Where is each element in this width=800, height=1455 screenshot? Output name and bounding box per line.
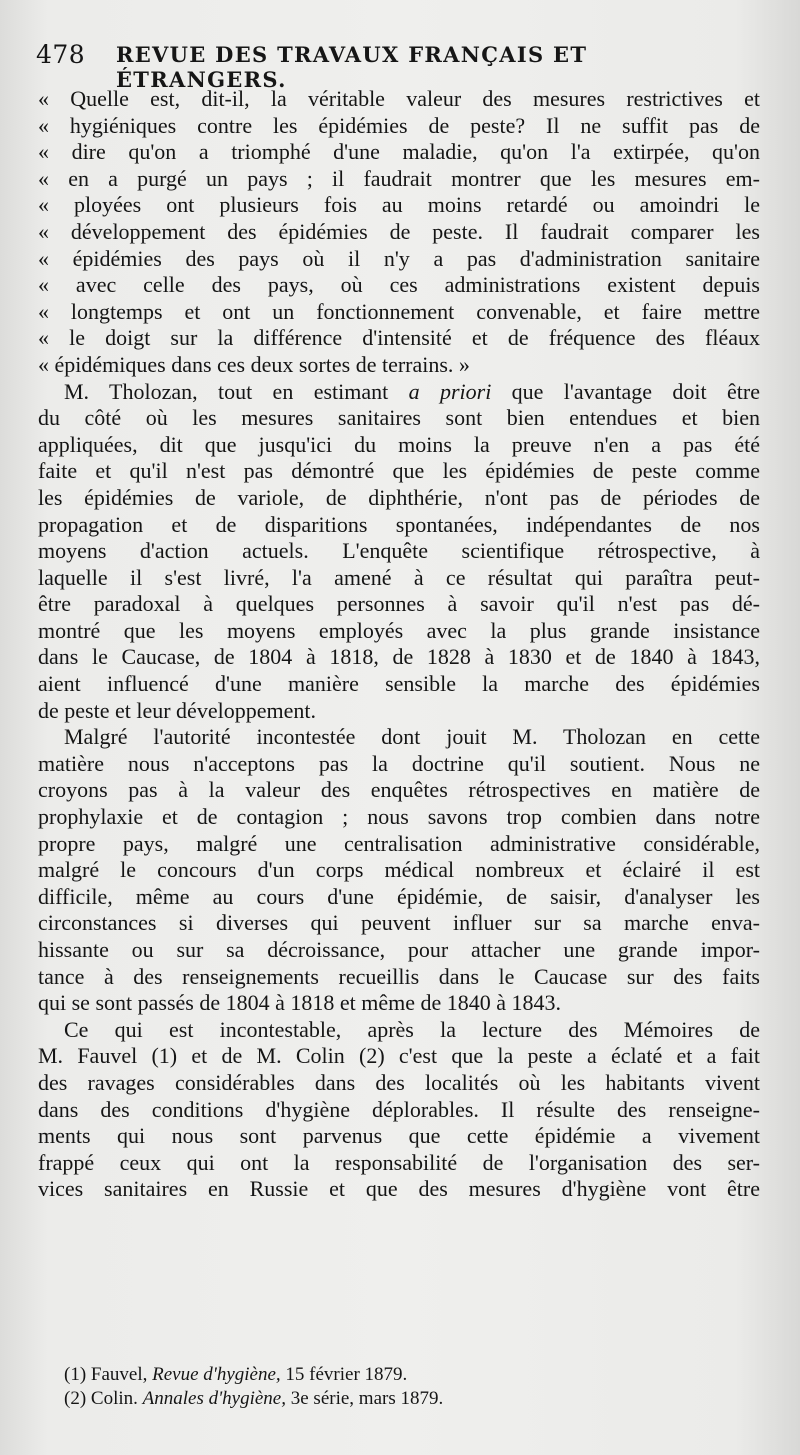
text-line: « hygiéniques contre les épidémies de peste? Il ne suffit pas de (38, 112, 760, 138)
text-line: malgré le concours d'un corps médical nombreux et éclairé il est (38, 857, 760, 883)
text-line: circonstances si diverses qui peuvent influer sur sa marche enva- (38, 910, 760, 936)
text-line: des ravages considérables dans des localités où les habitants vivent (38, 1069, 760, 1095)
text-line: « épidémies des pays où il n'y a pas d'administration sanitaire (38, 245, 760, 271)
footnotes (64, 1363, 764, 1411)
text-line: « en a purgé un pays ; il faudrait montrer que les mesures em- (38, 165, 760, 191)
text-line: Ce qui est incontestable, après la lecture des Mémoires de (64, 1016, 760, 1042)
text-line: hissante ou sur sa décroissance, pour attacher une grande impor- (38, 937, 760, 962)
footnote-details: 15 février 1879. (285, 1364, 408, 1385)
italic-phrase: a priori (408, 378, 492, 404)
text-line: laquelle il s'est livré, l'a amené à ce résultat qui paraîtra peut- (38, 564, 760, 590)
text-line: « développement des épidémies de peste. Il faudrait comparer les (38, 218, 760, 244)
text-line: « longtemps et ont un fonctionnement convenable, et faire mettre (38, 298, 760, 324)
text-line: aient influencé d'une manière sensible la marche des épidémies (38, 671, 760, 697)
page-header (36, 38, 756, 92)
paragraph-tholozan (38, 379, 760, 725)
footnote-1 (64, 1363, 764, 1387)
text-line: « Quelle est, dit-il, la véritable valeur des mesures restrictives et (38, 86, 760, 111)
running-title: REVUE DES TRAVAUX FRANÇAIS ET ÉTRANGERS. (116, 42, 588, 92)
text-line: prophylaxie et de contagion ; nous savons trop combien dans notre (38, 804, 760, 830)
text-line: dans des conditions d'hygiène déplorables. Il résulte des renseigne- (38, 1096, 760, 1122)
paragraph-quote (38, 86, 760, 379)
text-line: propagation et de disparitions spontanées, indépendantes de nos (38, 511, 760, 537)
text-line: « avec celle des pays, où ces administrations existent depuis (38, 272, 760, 298)
text-line: difficile, même au cours d'une épidémie, de saisir, d'analyser les (38, 883, 760, 909)
text-line: qui se sont passés de 1804 à 1818 et même de 1840 à 1843. (38, 990, 562, 1016)
text-line: vices sanitaires en Russie et que des mesures d'hygiène vont être (38, 1176, 760, 1202)
text-line: moyens d'action actuels. L'enquête scientifique rétrospective, à (38, 538, 760, 564)
text-line: Malgré l'autorité incontestée dont jouit M. Tholozan en cette (64, 724, 760, 750)
text-line: faite et qu'il n'est pas démontré que les épidémies de peste comme (38, 458, 760, 484)
text-line: appliquées, dit que jusqu'ici du moins la preuve n'en a pas été (38, 431, 760, 457)
paragraph-ce-qui (38, 1017, 760, 1203)
text-line: ments qui nous sont parvenus que cette épidémie a vivement (38, 1123, 760, 1149)
footnote-2 (64, 1387, 764, 1411)
text-line: « dire qu'on a triomphé d'une maladie, qu'on l'a extirpée, qu'on (38, 139, 760, 165)
footnote-journal: Revue d'hygiène, (152, 1364, 281, 1385)
text-line: frappé ceux qui ont la responsabilité de l'organisation des ser- (38, 1149, 760, 1175)
footnote-number: (1) (64, 1364, 87, 1385)
text-line: croyons pas à la valeur des enquêtes rétrospectives en matière de (38, 777, 760, 803)
footnote-author: Fauvel, (90, 1364, 148, 1385)
paragraph-malgre (38, 724, 760, 1017)
text-line: propre pays, malgré une centralisation administrative considérable, (38, 830, 760, 856)
text-line: dans le Caucase, de 1804 à 1818, de 1828 à 1830 et de 1840 à 1843, (38, 644, 760, 670)
body-text (38, 86, 760, 1203)
text-line: montré que les moyens employés avec la plus grande insistance (38, 617, 760, 643)
text-line-with-italic (38, 379, 760, 406)
text-line: de peste et leur développement. (38, 697, 316, 723)
text-line: « épidémiques dans ces deux sortes de terrains. » (38, 351, 470, 377)
text-line: « ployées ont plusieurs fois au moins retardé ou amoindri le (38, 192, 760, 218)
text-line-first: M. Tholozan, tout en estimant a priori que l'avantage doit être (64, 378, 760, 404)
footnote-details: 3e série, mars 1879. (290, 1388, 444, 1409)
text-line: « le doigt sur la différence d'intensité et de fréquence des fléaux (38, 325, 760, 351)
text-line: M. Fauvel (1) et de M. Colin (2) c'est que la peste a éclaté et a fait (38, 1043, 760, 1069)
footnote-journal: Annales d'hygiène, (142, 1388, 286, 1409)
text-line: matière nous n'acceptons pas la doctrine qu'il soutient. Nous ne (38, 750, 760, 776)
page-number: 478 (36, 40, 86, 69)
footnote-number: (2) (64, 1388, 87, 1409)
footnote-author: Colin. (90, 1388, 138, 1409)
text-line: les épidémies de variole, de diphthérie, n'ont pas de périodes de (38, 484, 760, 510)
text-line: être paradoxal à quelques personnes à savoir qu'il n'est pas dé- (38, 591, 760, 617)
text-line: du côté où les mesures sanitaires sont bien entendues et bien (38, 405, 760, 431)
text-line: tance à des renseignements recueillis dans le Caucase sur des faits (38, 963, 760, 989)
